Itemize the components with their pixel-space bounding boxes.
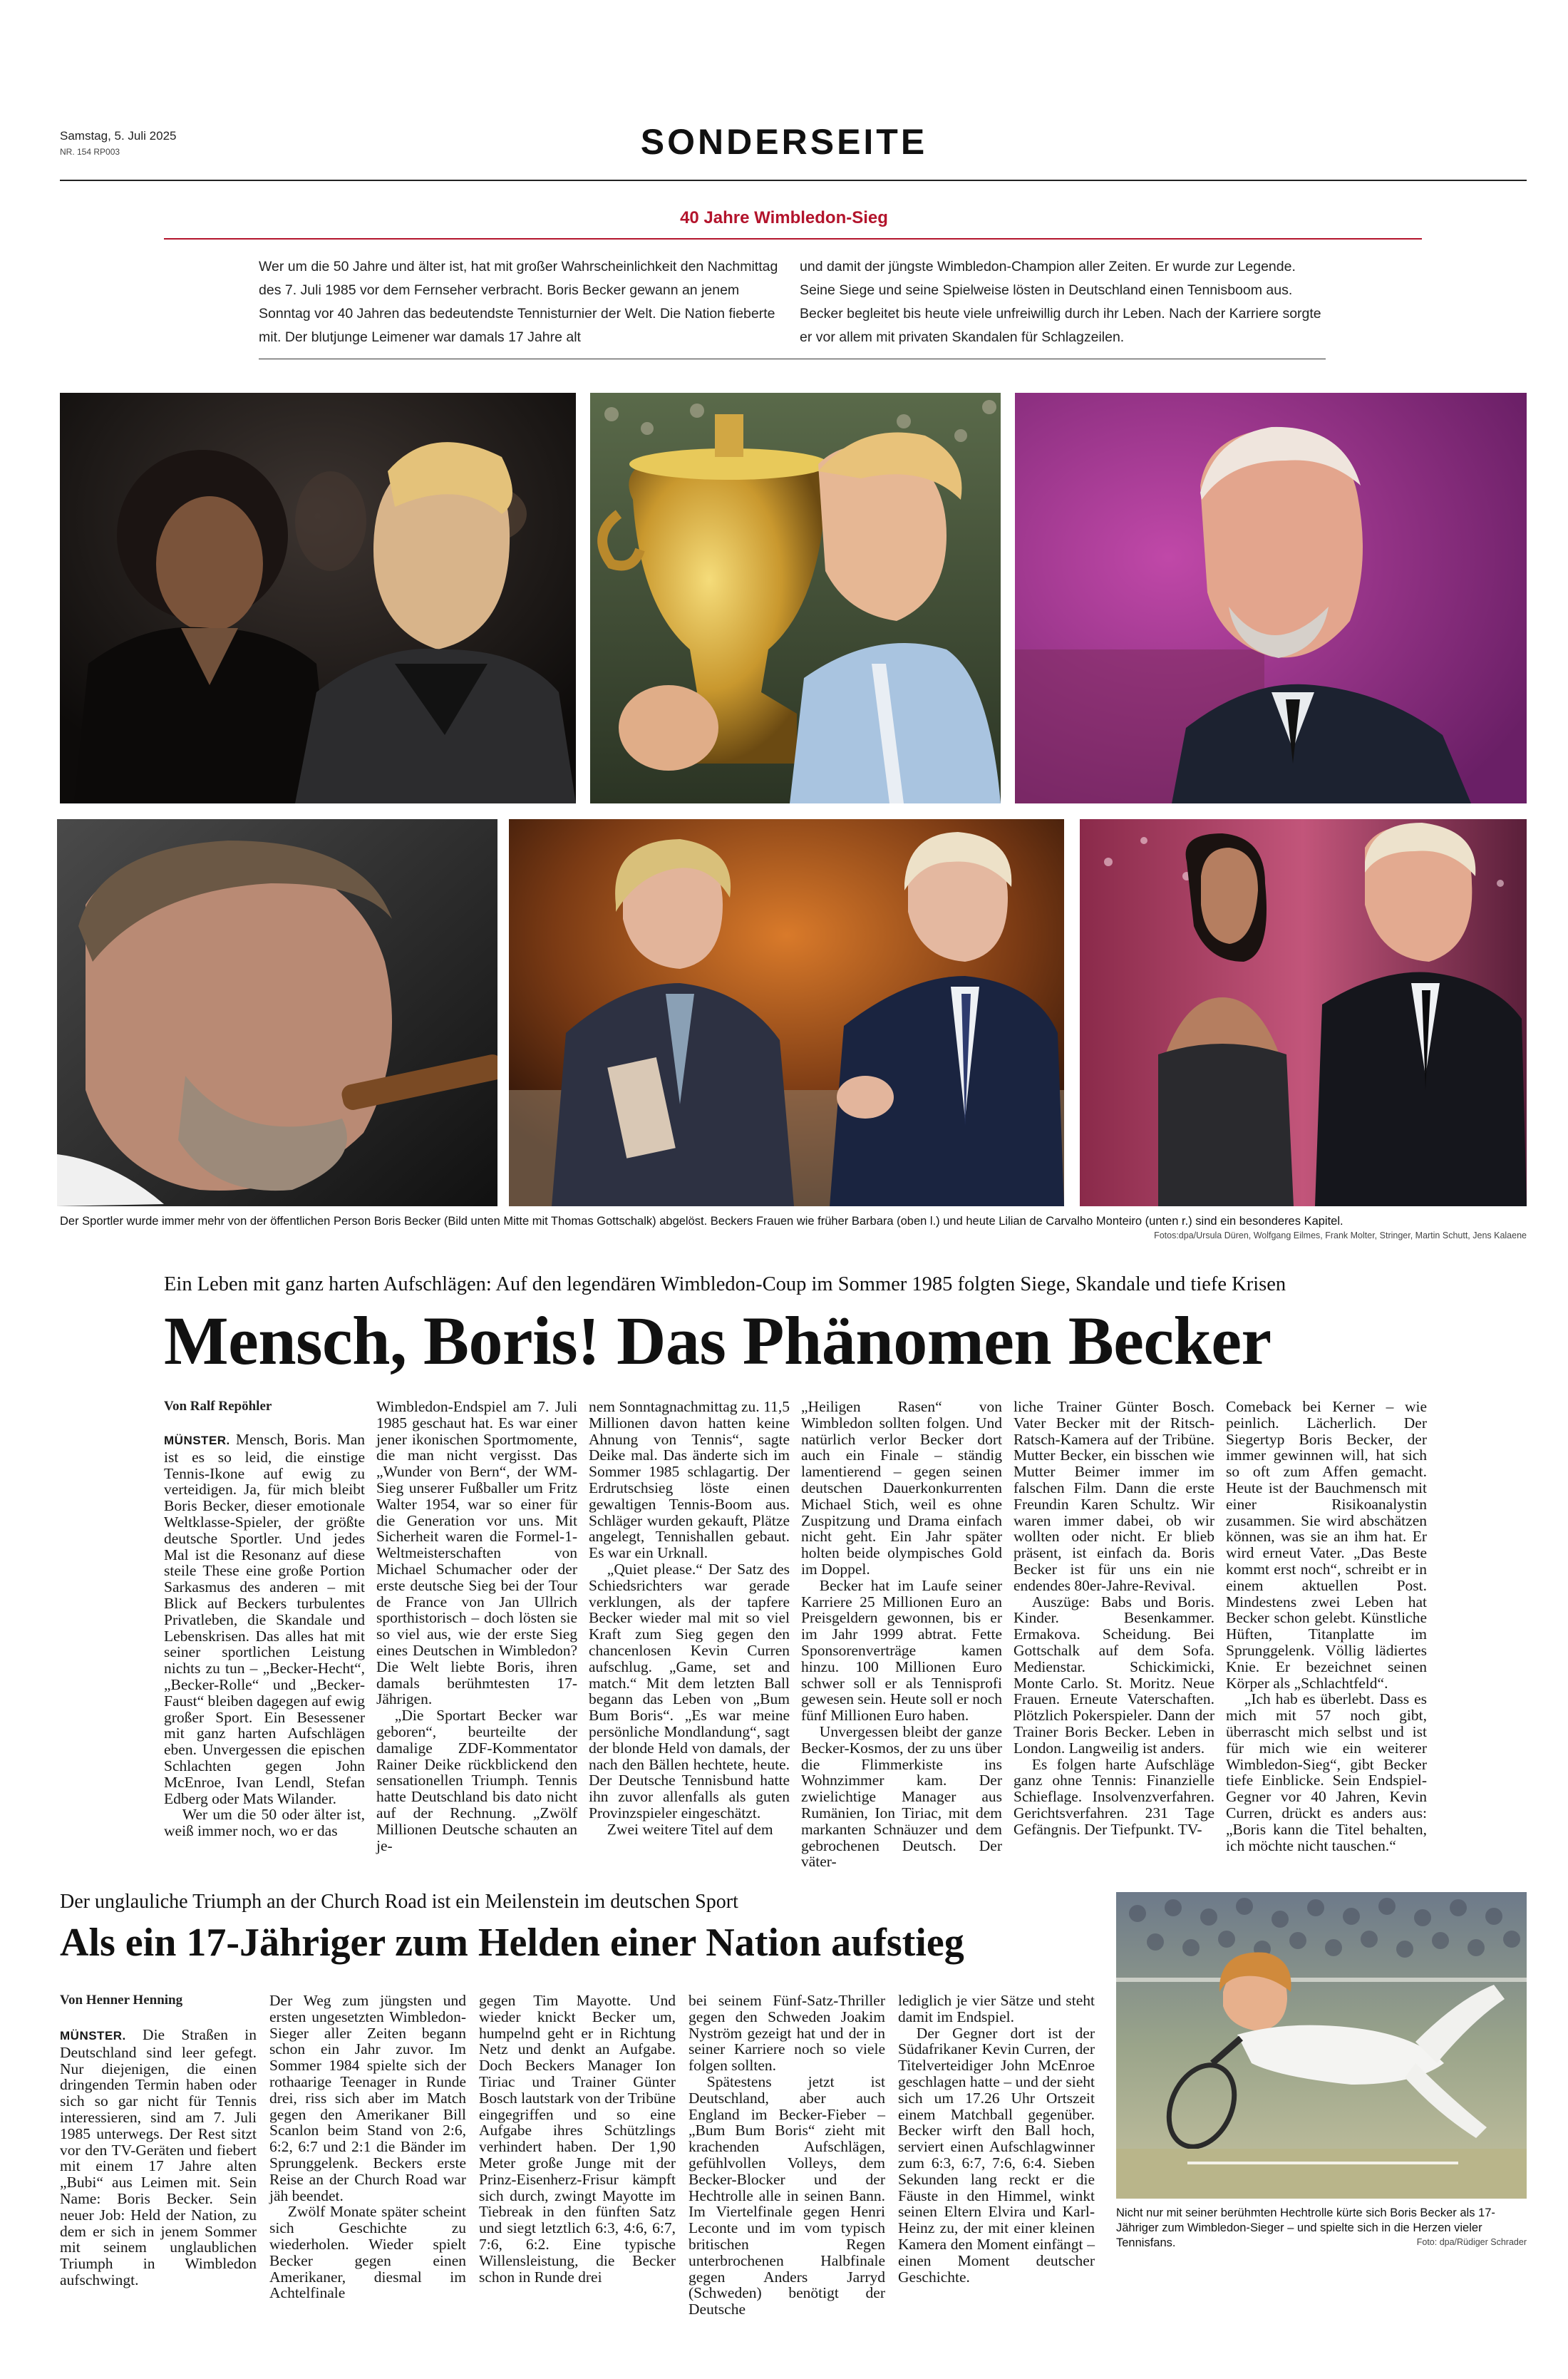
article2-col1-p1: Die Straßen in Deutschland sind leer gefegt. Nur diejenigen, die einen dringenden Termin haben oder sich so gar nicht für Tennis interessieren, sind am 7. Juli 1985 unterwegs. Der Rest sitzt vor den TV-Geräten und fiebert mit einem 17 Jahre alten „Bubi“ aus Leimen mit. Sein Name: Boris Becker. Sein neuer Job: Held der Nation, zu dem er sich in jenem Sommer mit seinem unglaublichen Triumph in Wimbledon aufschwingt. — [60, 2026, 257, 2288]
article1-col6-p2: „Ich hab es überlebt. Dass es mich mit 57 noch gibt, überrascht mich selbst und ist für mich wie ein weiterer Wimbledon-Sieg“, gibt Becker tiefe Einblicke. Sein Endspiel-Gegner vor 40 Jahren, Kevin Curren, drückt es anders aus: „Boris kann die Titel behalten, ich möchte nicht tauschen.“ — [1226, 1690, 1427, 1854]
article2-overline: Der unglauliche Triumph an der Church Road ist ein Meilenstein im deutschen Sport — [60, 1891, 738, 1913]
article1-col2-p1: Wimbledon-Endspiel am 7. Juli 1985 geschaut hat. Es war einer jener ikonischen Sportmomente, die man nicht vergisst. Das „Wunder von Bern“, der WM-Sieg unserer Fußballer um Fritz Walter 1954, war so einer für die Generation vor uns. Mit Sicherheit waren die Formel-1-Weltmeisterschaften von Michael Schumacher oder der erste deutsche Sieg bei der Tour de France von Jan Ullrich sporthistorisch – doch lösten sie so viel aus, wie der erste Sieg eines Deutschen in Wimbledon? Die Welt liebte Boris, ihren damals berühmtesten 17-Jährigen. — [376, 1398, 577, 1708]
kicker-band-label: 40 Jahre Wimbledon-Sieg — [680, 208, 888, 227]
intro-left: Wer um die 50 Jahre und älter ist, hat mit großer Wahrscheinlichkeit den Nachmittag des 7. Juli 1985 vor dem Fernseher verbracht. Boris Becker gewann an jenem Sonntag vor 40 Jahren das bedeutendste Tennisturnier der Welt. Die Nation fieberte mit. Der blutjunge Leimener war damals 17 Jahre alt — [259, 259, 778, 345]
article1-col3-p1: nem Sonntagnachmittag zu. 11,5 Millionen davon hatten keine Ahnung von Tennis“, sagte Deike mal. Das änderte sich im Sommer 1985 schlagartig. Der Erdrutschsieg löste einen gewaltigen Tennis-Boom aus. Schläger wurden gekauft, Plätze angelegt, Tennishallen gebaut. Es war ein Urknall. — [589, 1398, 790, 1562]
article1-col4-p1: „Heiligen Rasen“ von Wimbledon sollten folgen. Und natürlich verlor Becker dort auch ein Finale – ständig lamentierend – gegen seinen deutschen Dauerkonkurrenten Michael Stich, weil es ohne Zuspitzung und Drama einfach nicht geht. Ein Jahr später holten beide olympisches Gold im Doppel. — [801, 1398, 1002, 1578]
intro-right: und damit der jüngste Wimbledon-Champion aller Zeiten. Er wurde zur Legende. Seine Siege und seine Spielweise lösten in Deutschland einen Tennisboom aus. Becker begleitet bis heute viele unfreiwillig durch ihr Leben. Nach der Karriere sorgte er vor allem mit privaten Skandalen für Schlagzeilen. — [800, 259, 1321, 345]
photo-grid-credit: Fotos:dpa/Ursula Düren, Wolfgang Eilmes, Frank Molter, Stringer, Martin Schutt, Jens Kalaene — [1154, 1230, 1527, 1240]
article1-col1-p1: Mensch, Boris. Man ist es so leid, die einstige Tennis-Ikone auf ewig zu verteidigen. Ja, für mich bleibt Boris Becker, dieser emotionale Weltklasse-Spieler, der größte deutsche Sportler. Und jedes Mal ist die Resonanz auf diese steile These eine große Portion Sarkasmus des anderen – mit Blick auf Beckers turbulentes Privatleben, die Skandale und Lebenskrisen. Das alles hat mit seiner sportlichen Leistung nichts zu tun – „Becker-Hecht“, „Becker-Rolle“ und „Becker-Faust“ bleiben dagegen auf ewig großer Sport. Ein Besessener mit ganz harten Aufschlägen eben. Unvergessen die epischen Schlachten gegen John McEnroe, Ivan Lendl, Stefan Edberg oder Mats Wilander. — [164, 1431, 366, 1807]
article2-photo-credit: Foto: dpa/Rüdiger Schrader — [1416, 2237, 1527, 2247]
photo-becker-gottschalk — [509, 819, 1064, 1206]
article2-col2-p1: Der Weg zum jüngsten und ersten ungesetzten Wimbledon-Sieger aller Zeiten begann schon ein Jahr zuvor. Im Sommer 1984 spielte sich der rothaarige Teenager in Runde drei, riss sich aber im Match gegen den Amerikaner Bill Scanlon beim Stand von 2:6, 6:2, 6:7 und 2:1 die Bänder im Sprunggelenk. Beckers erste Reise an der Church Road war jäh beendet. — [269, 1992, 466, 2204]
article1-col5-p2: Auszüge: Babs und Boris. Kinder. Besenkammer. Ermakova. Scheidung. Bei Gottschalk auf dem Sofa. Medienstar. Schickimicki, Monte Carlo. St. Moritz. Neue Frauen. Erneute Vaterschaften. Plötzlich Pokerspieler. Dann der Trainer Boris Becker. Leben in London. Langweilig ist anders. — [1013, 1593, 1214, 1757]
article1-column-5 — [1013, 1399, 1214, 1838]
header-issue: NR. 154 RP003 — [60, 147, 120, 157]
article1-dateline: MÜNSTER. — [164, 1434, 230, 1447]
article2-column-4 — [688, 1993, 885, 2318]
article2-col2-p2: Zwölf Monate später scheint sich Geschichte zu wiederholen. Wieder spielt Becker gegen einen Amerikaner, diesmal im Achtelfinale — [269, 2203, 466, 2302]
article1-col3-p2: „Quiet please.“ Der Satz des Schiedsrichters war gerade verklungen, als der tapfere Becker wieder mal mit so viel Kraft zum Sieg gegen den chancenlosen Kevin Curren aufschlug. „Game, set and match.“ Mit dem letzten Ball begann das Leben von „Bum Bum Boris“. „Es war meine persönliche Mondlandung“, sagt der blonde Held von damals, der nach den Bällen hechtete, heute. Der Deutsche Tennisbund hatte ihn zuvor allenfalls als guten Provinzspieler eingeschätzt. — [589, 1560, 790, 1821]
article1-col1-p2: Wer um die 50 oder älter ist, weiß immer noch, wo er das — [164, 1806, 365, 1840]
article1-col2-p2: „Die Sportart Becker war geboren“, beurteilte der damalige ZDF-Kommentator Rainer Deike rückblickend den sensationellen Triumph. Tennis hatte Deutschland bis dato nicht auf der Rechnung. „Zwölf Millionen Deutsche schauten an je- — [376, 1707, 577, 1854]
article2-column-5 — [898, 1993, 1095, 2285]
article1-col3-p3: Zwei weitere Titel auf dem — [607, 1820, 773, 1838]
article2-photo-caption: Nicht nur mit seiner berühmten Hechtrolle kürte sich Boris Becker als 17-Jähriger zum Wimbledon-Sieger – und spielte sich in die Herzen vieler Tennisfans. — [1116, 2206, 1495, 2249]
header-date: Samstag, 5. Juli 2025 — [60, 129, 177, 143]
page-section-title: SONDERSEITE — [640, 122, 928, 162]
photo-becker-dive — [1116, 1892, 1527, 2199]
photo-becker-lilian — [1080, 819, 1527, 1206]
article2-col4-p1: bei seinem Fünf-Satz-Thriller gegen den Schweden Joakim Nyström gezeigt hat und der in seiner Karriere noch so viele folgen sollten. — [688, 1992, 885, 2075]
header-rule — [60, 180, 1527, 181]
article1-column-3 — [589, 1399, 790, 1838]
article1-column-6 — [1226, 1399, 1427, 1854]
article2-col4-p2: Spätestens jetzt ist Deutschland, aber auch England im Becker-Fieber – „Bum Bum Boris“ zieht mit krachenden Aufschlägen, gefühlvollen Volleys, dem Becker-Blocker und der Hechtrolle alle in seinen Bann. Im Viertelfinale gegen Henri Leconte und im vom typisch britischen Regen unterbrochenen Halbfinale gegen Anders Jarryd (Schweden) benötigt der Deutsche — [688, 2072, 885, 2318]
article2-headline: Als ein 17-Jähriger zum Helden einer Nation aufstieg — [60, 1921, 964, 1965]
article1-col6-p1: Comeback bei Kerner – wie peinlich. Lächerlich. Der Siegertyp Boris Becker, der immer gewinnen will, hat sich so oft zum Affen gemacht. Heute ist der Bauchmensch mit einer Risikoanalystin zusammen. Sie wird abschätzen können, was sie an ihm hat. Er wird erneut Vater. „Das Beste kommt erst noch“, schreibt er in einem aktuellen Post. Mindestens zwei Leben hat Becker schon gelebt. Künstliche Hüften, Titanplatte im Sprunggelenk. Völlig lädiertes Knie. Er bezeichnet seinen Körper als „Schlachtfeld“. — [1226, 1398, 1427, 1692]
article2-col5-p1: lediglich je vier Sätze und steht damit im Endspiel. — [898, 1992, 1095, 2025]
article1-overline: Ein Leben mit ganz harten Aufschlägen: Auf den legendären Wimbledon-Coup im Sommer 1985 folgten Siege, Skandale und tiefe Krisen — [164, 1273, 1286, 1295]
article2-column-1 — [60, 2027, 257, 2288]
photo-becker-barbara — [60, 393, 576, 803]
article1-col5-p1: liche Trainer Günter Bosch. Vater Becker mit der Ritsch-Ratsch-Kamera auf der Tribüne. Mutter Becker, ein bisschen wie Mutter Beimer immer im falschen Film. Dann die erste Freundin Karen Schultz. Wir waren immer dabei, ob wir wollten oder nicht. Er blieb präsent, ist einfach da. Boris Becker ist für uns ein nie endendes 80er-Jahre-Revival. — [1013, 1398, 1214, 1594]
article2-column-3 — [479, 1993, 676, 2285]
photo-grid-caption: Der Sportler wurde immer mehr von der öffentlichen Person Boris Becker (Bild unten Mitte mit Thomas Gottschalk) abgelöst. Beckers Frauen wie früher Barbara (oben l.) und heute Lilian de Carvalho Monteiro (unten r.) sind ein besonderes Kapitel. — [60, 1215, 1343, 1228]
article1-headline: Mensch, Boris! Das Phänomen Becker — [164, 1302, 1272, 1379]
article1-byline: Von Ralf Repöhler — [164, 1399, 272, 1414]
article2-col3-p1: gegen Tim Mayotte. Und wieder knickt Becker um, humpelnd geht er in Richtung Netz und denkt an Aufgabe. Doch Beckers Manager Ion Tiriac und Trainer Günter Bosch lautstark von der Tribüne eingegriffen und so eine Aufgabe ihres Schützlings verhindert haben. Der 1,90 Meter große Junge mit der Prinz-Eisenherz-Frisur kämpft sich durch, zwingt Mayotte im Tiebreak in den fünften Satz und siegt letztlich 6:3, 4:6, 6:7, 7:6, 6:2. Eine typische Willensleistung, die Becker schon in Runde drei — [479, 1992, 676, 2286]
article1-column-2 — [376, 1399, 577, 1854]
article2-dateline: MÜNSTER. — [60, 2029, 126, 2043]
article1-col4-p3: Unvergessen bleibt der ganze Becker-Kosmos, der zu uns über die Flimmerkiste ins Wohnzimmer kam. Der zwielichtige Manager aus Rumänien, Ion Tiriac, mit dem markanten Schnäuzer und dem gebrochenen Deutsch. Der väter- — [801, 1722, 1002, 1871]
kicker-band-rule — [164, 238, 1422, 240]
article1-column-4 — [801, 1399, 1002, 1870]
article1-col5-p3: Es folgen harte Aufschläge ganz ohne Tennis: Finanzielle Schieflage. Insolvenzverfahren. Gerichtsverfahren. 231 Tage Gefängnis. Der Tiefpunkt. TV- — [1013, 1755, 1214, 1838]
article2-byline: Von Henner Henning — [60, 1993, 183, 2008]
article2-col5-p2: Der Gegner dort ist der Südafrikaner Kevin Curren, der Titelverteidiger John McEnroe geschlagen hatte – und der sieht sich um 17.26 Uhr Ortszeit einem Matchball gegenüber. Becker wirft den Ball hoch, serviert einen Aufschlagwinner zum 6:3, 6:7, 7:6, 6:4. Sieben Sekunden lang reckt er die Fäuste in den Himmel, winkt seinen Eltern Elvira und Karl-Heinz zu, der mit einer kleinen Kamera den Moment einfängt – einen Moment deutscher Geschichte. — [898, 2024, 1095, 2286]
photo-becker-older-pink — [1015, 393, 1527, 803]
article2-column-2 — [269, 1993, 466, 2301]
photo-becker-cigar — [57, 819, 497, 1206]
article1-col4-p2: Becker hat im Laufe seiner Karriere 25 Millionen Euro an Preisgeldern gewonnen, bis er im Jahr 1999 abtrat. Fette Sponsorenverträge kamen hinzu. 100 Millionen Euro schwer soll er als Tennisprofi gewesen sein. Heute soll er noch fünf Millionen Euro haben. — [801, 1576, 1002, 1725]
article1-column-1 — [164, 1432, 365, 1839]
photo-becker-trophy-kiss — [590, 393, 1001, 803]
